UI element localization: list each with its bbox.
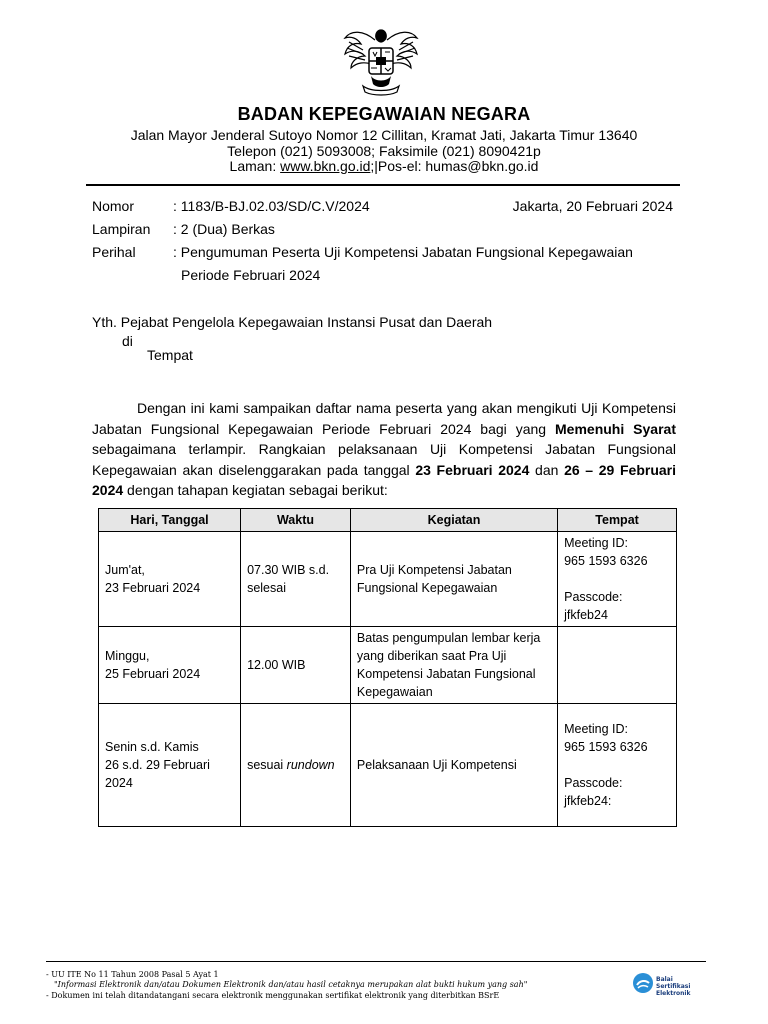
organization-contacts [0, 158, 768, 174]
body-date-1: 23 Februari 2024 [415, 461, 530, 478]
perihal-value-2: Periode Februari 2024 [181, 267, 321, 283]
recipient-tempat: Tempat [147, 347, 193, 363]
body-text-1: Dengan ini kami sampaikan daftar nama peserta yang akan mengikuti Uji Kompetensi Jabatan Fungsional Kepegawaian Periode Februari 2024 bagi yang [92, 400, 676, 437]
footer-divider [46, 961, 706, 962]
cell-activity [350, 704, 557, 827]
organization-address: Jalan Mayor Jenderal Sutoyo Nomor 12 Cillitan, Kramat Jati, Jakarta Timur 13640 [130, 127, 638, 143]
time-text: sesuai [247, 758, 287, 772]
time-text: 07.30 WIB s.d. [247, 563, 330, 577]
activity-text: Pra Uji Kompetensi Jabatan [356, 563, 512, 577]
date-text: 23 Februari 2024 [105, 581, 201, 595]
body-paragraph [92, 398, 676, 501]
cell-time [241, 704, 351, 827]
body-date-2: 26 – 29 Februari 2024 [92, 461, 676, 498]
activity-text: Pelaksanaan Uji Kompetensi [356, 758, 517, 772]
organization-phone: Telepon (021) 5093008; Faksimile (021) 8090421p [227, 143, 541, 159]
cell-place [558, 532, 677, 627]
header-kegiatan: Kegiatan [350, 509, 557, 532]
date-text: 25 Februari 2024 [105, 667, 201, 681]
activity-text-2: Fungsional Kepegawaian [356, 581, 498, 595]
day-text: Senin s.d. Kamis [105, 740, 199, 754]
cell-date [99, 532, 241, 627]
cell-time [241, 532, 351, 627]
cell-place [558, 627, 677, 704]
activity-text-4: Kepegawaian [356, 685, 433, 699]
website-link[interactable]: www.bkn.go.id [280, 158, 371, 174]
body-text-4: dengan tahapan kegiatan sebagai berikut: [123, 482, 388, 498]
header-waktu: Waktu [241, 509, 351, 532]
recipient-di: di [122, 333, 133, 349]
time-text-2: selesai [247, 581, 286, 595]
schedule-table [98, 508, 677, 827]
date-text: 26 s.d. 29 Februari [105, 758, 210, 772]
bsre-text-3: Elektronik [656, 990, 691, 997]
meeting-id: 965 1593 6326 [564, 554, 648, 568]
body-text-3: dan [529, 461, 565, 478]
bsre-text-1: Balai [656, 976, 673, 983]
time-text-italic: rundown [286, 758, 335, 772]
time-text: 12.00 WIB [247, 658, 306, 672]
cell-date [99, 627, 241, 704]
meeting-label: Meeting ID: [564, 722, 629, 736]
organization-name: BADAN KEPEGAWAIAN NEGARA [237, 104, 531, 124]
cell-date [99, 704, 241, 827]
passcode-label: Passcode: [564, 590, 623, 604]
footer-legal-quote: "Informasi Elektronik dan/atau Dokumen Elektronik dan/atau hasil cetaknya merupakan alat bukti hukum yang sah" [54, 980, 528, 989]
bsre-logo-icon [632, 972, 654, 994]
header-tempat: Tempat [558, 509, 677, 532]
cell-activity [350, 532, 557, 627]
activity-text: Batas pengumpulan lembar kerja [356, 631, 541, 645]
table-row [99, 704, 677, 827]
table-row [99, 532, 677, 627]
meeting-id: 965 1593 6326 [564, 740, 648, 754]
header-hari-tanggal: Hari, Tanggal [99, 509, 241, 532]
header-divider [86, 184, 680, 186]
day-text: Minggu, [105, 649, 150, 663]
passcode-label: Passcode: [564, 776, 623, 790]
table-row [99, 627, 677, 704]
cell-place [558, 704, 677, 827]
bsre-logo-text [656, 976, 690, 997]
lampiran-label: Lampiran [92, 221, 151, 237]
footer-legal-1: - UU ITE No 11 Tahun 2008 Pasal 5 Ayat 1 [46, 970, 219, 979]
perihal-value: : Pengumuman Peserta Uji Kompetensi Jabatan Fungsional Kepegawaian [173, 244, 633, 260]
lampiran-value: : 2 (Dua) Berkas [173, 221, 275, 237]
cell-time [241, 627, 351, 704]
footer-legal-2: - Dokumen ini telah ditandatangani secara elektronik menggunakan sertifikat elektronik yang diterbitkan BSrE [46, 991, 500, 1000]
passcode: jfkfeb24: [564, 794, 612, 808]
activity-text-3: Kompetensi Jabatan Fungsional [356, 667, 536, 681]
date-text-2: 2024 [105, 776, 133, 790]
web-prefix: Laman: [229, 158, 281, 174]
activity-text-2: yang diberikan saat Pra Uji [356, 649, 507, 663]
recipient: Yth. Pejabat Pengelola Kepegawaian Instansi Pusat dan Daerah [92, 314, 493, 330]
table-header-row [99, 509, 677, 532]
nomor-value: : 1183/B-BJ.02.03/SD/C.V/2024 [173, 198, 370, 214]
bsre-text-2: Sertifikasi [656, 983, 691, 990]
email-text: ;|Pos-el: humas@bkn.go.id [370, 158, 539, 174]
perihal-label: Perihal [92, 244, 136, 260]
letter-date: Jakarta, 20 Februari 2024 [512, 198, 673, 214]
body-text-2: sebagaimana terlampir. Rangkaian pelaksanaan Uji Kompetensi Jabatan Fungsional Kepegawaian akan diselenggarakan pada tanggal [92, 441, 676, 478]
nomor-label: Nomor [92, 198, 135, 214]
body-bold-syarat: Memenuhi Syarat [555, 420, 676, 437]
day-text: Jum'at, [105, 563, 145, 577]
meeting-label: Meeting ID: [564, 536, 629, 550]
garuda-emblem-icon [341, 24, 421, 96]
cell-activity [350, 627, 557, 704]
passcode: jfkfeb24 [564, 608, 608, 622]
